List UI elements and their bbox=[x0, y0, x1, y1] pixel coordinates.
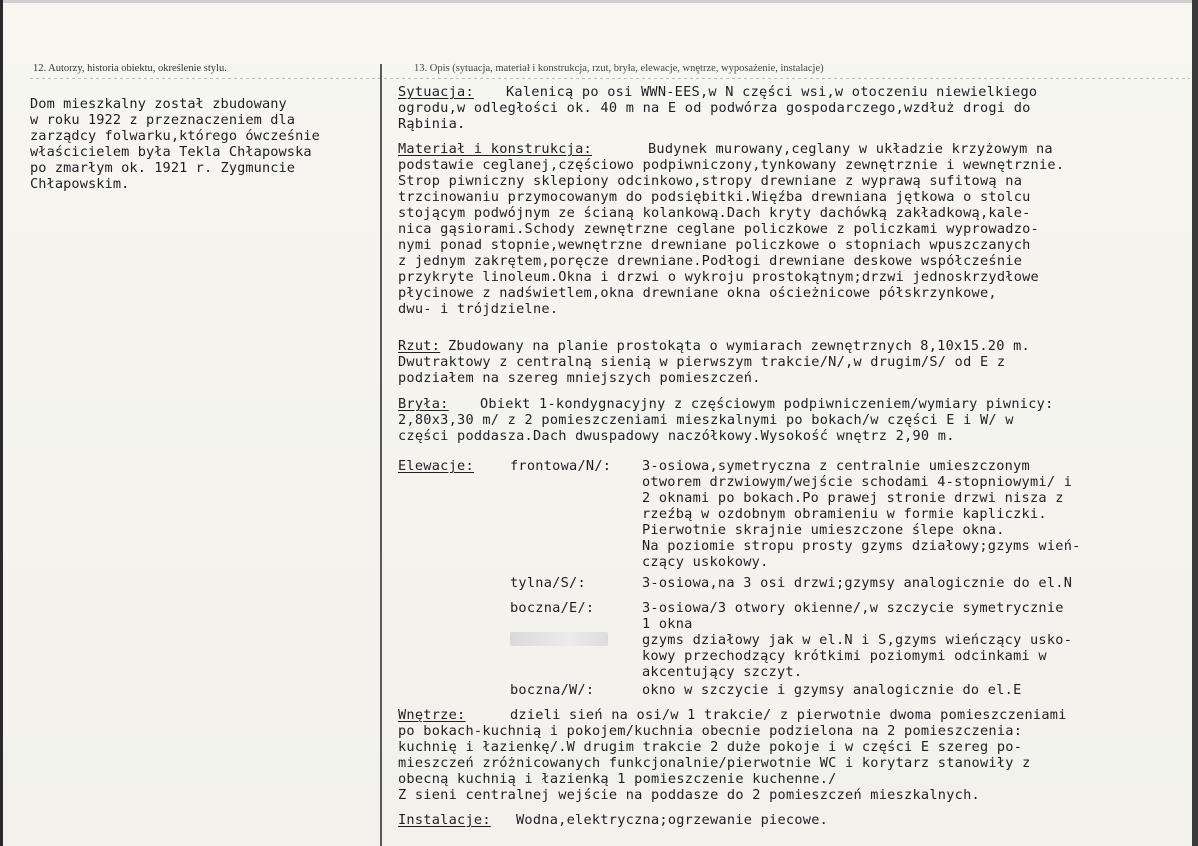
elevation-front-line: 2 oknami po bokach.Po prawej stronie drzwi nisza z bbox=[642, 490, 1064, 506]
left-line: Chłapowskim. bbox=[30, 176, 130, 192]
section-label-material: Materiał i konstrukcja: bbox=[398, 141, 592, 157]
elevation-front-line: czący uskokowy. bbox=[642, 554, 769, 570]
elevation-east-line: 3-osiowa/3 otwory okienne/,w szczycie symetrycznie bbox=[642, 600, 1064, 616]
elevation-front-line: Pierwotnie skrajnie umieszczone ślepe okna. bbox=[642, 522, 1005, 538]
rzut-line: Zbudowany na planie prostokąta o wymiarach zewnętrznych 8,10x15.20 m. bbox=[448, 338, 1030, 354]
left-line: Dom mieszkalny został zbudowany bbox=[30, 96, 287, 112]
elevation-front-line: Na poziomie stropu prosty gzyms działowy;gzyms wień- bbox=[642, 538, 1081, 554]
material-line: z jednym zakrętem,poręcze drewniane.Podłogi drewniane deskowe współcześnie bbox=[398, 253, 1023, 269]
material-line: nica gąsiorami.Schody zewnętrzne ceglane policzkowe z policzkami wyprowadzo- bbox=[398, 221, 1039, 237]
material-line: Budynek murowany,ceglany w układzie krzyżowym na bbox=[648, 141, 1053, 157]
sytuacja-line: Kalenicą po osi WWN-EES,w N części wsi,w otoczeniu niewielkiego bbox=[506, 84, 1038, 100]
wnetrze-line: Z sieni centralnej wejście na poddasze do 2 pomieszczeń mieszkalnych. bbox=[398, 787, 980, 803]
material-line: przykryte linoleum.Okna i drzwi o wykroju prostokątnym;drzwi jednoskrzydłowe bbox=[398, 269, 1039, 285]
left-line: w roku 1922 z przeznaczeniem dla bbox=[30, 112, 296, 128]
material-line: trzcinowaniu przymocowanym do podsiębitki.Więźba drewniana jętkowa o stolcu bbox=[398, 189, 1031, 205]
left-line: właścicielem była Tekla Chłapowska bbox=[30, 144, 312, 160]
rzut-line: podziałem na szereg mniejszych pomieszczeń. bbox=[398, 370, 761, 386]
sytuacja-line: ogrodu,w odległości ok. 40 m na E od podwórza gospodarczego,wzdłuż drogi do bbox=[398, 100, 1031, 116]
elevation-east-line: 1 okna bbox=[642, 616, 693, 632]
rzut-line: Dwutraktowy z centralną sienią w pierwszym trakcie/N/,w drugim/S/ od E z bbox=[398, 354, 1006, 370]
section-label-elewacje: Elewacje: bbox=[398, 458, 474, 474]
left-line: zarządcy folwarku,którego ówcześnie bbox=[30, 128, 320, 144]
material-line: nymi ponad stopnie,wewnętrzne drewniane policzkowe o stopniach wpuszczanych bbox=[398, 237, 1031, 253]
section-label-rzut: Rzut: bbox=[398, 338, 441, 354]
description-text bbox=[398, 0, 1188, 846]
elevation-side-west: boczna/W/: bbox=[510, 682, 595, 698]
header-authors-history: 12. Autorzy, historia obiektu, określenie stylu. bbox=[33, 63, 227, 74]
elevation-front-line: 3-osiowa,symetryczna z centralnie umieszczonym bbox=[642, 458, 1030, 474]
header-description: 13. Opis (sytuacja, materiał i konstrukcja, rzut, bryła, elewacje, wnętrze, wyposażenie, instalacje) bbox=[414, 63, 824, 74]
material-line: dwu- i trójdzielne. bbox=[398, 301, 559, 317]
material-line: płycinowe z nadświetlem,okna drewniane okna ościeżnicowe półskrzynkowe, bbox=[398, 285, 997, 301]
bryla-line: części poddasza.Dach dwuspadowy naczółkowy.Wysokość wnętrz 2,90 m. bbox=[398, 428, 955, 444]
section-label-wnetrze: Wnętrze: bbox=[398, 707, 466, 723]
column-divider bbox=[380, 64, 382, 846]
elevation-rear-line: 3-osiowa,na 3 osi drzwi;gzymsy analogicznie do el.N bbox=[642, 575, 1073, 591]
left-line: po zmarłym ok. 1921 r. Zygmuncie bbox=[30, 160, 296, 176]
elevation-front-line: otworem drzwiowym/wejście schodami 4-stopniowymi/ i bbox=[642, 474, 1073, 490]
elevation-front-line: rzeźbą w ozdobnym obramieniu w formie kapliczki. bbox=[642, 506, 1047, 522]
right-edge bbox=[1192, 0, 1198, 846]
elevation-east-line: kowy przechodzący krótkimi poziomymi odcinkami w bbox=[642, 648, 1047, 664]
blurred-label bbox=[510, 632, 608, 646]
elevation-side-east: boczna/E/: bbox=[510, 600, 595, 616]
section-label-bryla: Bryła: bbox=[398, 396, 449, 412]
wnetrze-line: po bokach-kuchnią i pokojem/kuchnia obecnie podzielona na 2 pomieszczenia: bbox=[398, 723, 1023, 739]
bryla-line: 2,80x3,30 m/ z 2 pomieszczeniami mieszkalnymi po bokach/w części E i W/ w bbox=[398, 412, 1014, 428]
section-label-instalacje: Instalacje: bbox=[398, 812, 491, 828]
elevation-west-line: okno w szczycie i gzymsy analogicznie do el.E bbox=[642, 682, 1022, 698]
wnetrze-line: kuchnię i łazienkę/.W drugim trakcie 2 duże pokoje i w części E szereg po- bbox=[398, 739, 1023, 755]
elevation-side-front: frontowa/N/: bbox=[510, 458, 612, 474]
left-edge bbox=[0, 0, 3, 846]
material-line: Strop piwniczny sklepiony odcinkowo,stropy drewniane z wyprawą sufitową na bbox=[398, 173, 1023, 189]
sytuacja-line: Rąbinia. bbox=[398, 116, 466, 132]
elevation-side-rear: tylna/S/: bbox=[510, 575, 586, 591]
section-label-sytuacja: Sytuacja: bbox=[398, 84, 474, 100]
wnetrze-line: dzieli sień na osi/w 1 trakcie/ z pierwotnie dwoma pomieszczeniami bbox=[510, 707, 1067, 723]
authors-history-text bbox=[30, 96, 375, 216]
elevation-east-line: akcentujący szczyt. bbox=[642, 664, 803, 680]
instalacje-line: Wodna,elektryczna;ogrzewanie piecowe. bbox=[516, 812, 829, 828]
wnetrze-line: obecną kuchnią i łazienką 1 pomieszczenie kuchenne./ bbox=[398, 771, 837, 787]
elevation-east-line: gzyms działowy jak w el.N i S,gzyms wieńczący usko- bbox=[642, 632, 1073, 648]
material-line: stojącym podwójnym ze ścianą kolankową.Dach kryty dachówką zakładkową,kale- bbox=[398, 205, 1031, 221]
material-line: podstawie ceglanej,częściowo podpiwniczony,tynkowany zewnętrznie i wewnętrznie. bbox=[398, 157, 1065, 173]
bryla-line: Obiekt 1-kondygnacyjny z częściowym podpiwniczeniem/wymiary piwnicy: bbox=[480, 396, 1054, 412]
wnetrze-line: mieszczeń zróżnicowanych funkcjonalnie/pierwotnie WC i korytarz stanowiły z bbox=[398, 755, 1031, 771]
